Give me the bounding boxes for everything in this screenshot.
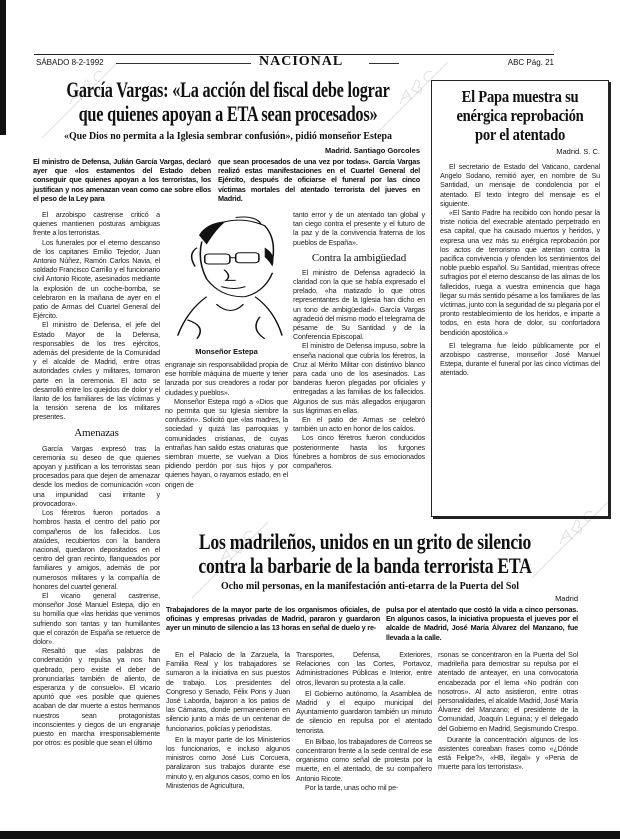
article-lede: Trabajadores de la mayor parte de los organismos oficiales, de oficinas y empresas privadas de Madrid, pararon y guardaron ayer un minuto de silencio a las 13 horas en señal de duelo y re-	[166, 605, 380, 633]
article-column	[33, 210, 160, 747]
portrait-illustration	[168, 210, 286, 345]
article-byline: Madrid	[555, 594, 578, 603]
paragraph: El arzobispo castrense criticó a quienes mantienen posturas ambiguas frente a los terroristas.	[33, 210, 160, 238]
paragraph: El ministro de Defensa agradeció la claridad con la que se había expresado el prelado, «ha matizado lo que otros representantes de la Iglesia han dicho en un tono de ambigüedad». García Vargas agradeció del mismo modo el telegrama de pésame de Su Santidad y de la Conferencia Episcopal.	[293, 267, 425, 342]
paragraph: «El Santo Padre ha recibido con hondo pesar la triste noticia del execrable atentado perpetrado en esa capital, que ha causado muertos y heridos, y expresa una vez más su enérgica reprobación por los actos de terrorismo que atentan contra la pacífica convivencia y ofenden los sentimientos del noble pueblo español. Su Santidad, mientras ofrece sufragios por el eterno descanso de las almas de los fallecidos, ruega a vuestra eminencia que haga llegar su más sentido pésame a los familiares de las víctimas, junto con la seguridad de su plegaria por el pronto restablecimiento de los heridos, e imparte a todos, en esta hora de dolor, su confortadora bendición apostólica.»	[440, 208, 601, 337]
headline-line: contra la barbarie de la banda terrorista ETA	[198, 553, 532, 578]
article-subtitle: Ocho mil personas, en la manifestación anti-etarra de la Puerta del Sol	[220, 580, 520, 592]
paragraph: Los féretros fueron portados a hombros hasta el centro del patio por compañeros de los fallecidos. Los ataúdes, recubiertos con la bandera nacional, quedaron depositados en el centro del gran recinto, flanqueados por familiares y amigos, además de por numerosos militares y la compañía de honores del cuartel general.	[33, 508, 160, 591]
paragraph: En Bilbao, los trabajadores de Correos se concentraron frente a la sede central de ese organismo como señal de protesta por la muerte, en el atentado, de su compañero Antonio Ricote.	[296, 736, 432, 783]
paragraph: El telegrama fue leído públicamente por el arzobispo castrense, monseñor José Manuel Estepa, durante el funeral por las cinco víctimas del atentado.	[440, 340, 600, 378]
headline-line: Los madrileños, unidos en un grito de silencio	[198, 529, 532, 554]
scan-bottom-edge	[0, 831, 620, 839]
article-lede: El ministro de Defensa, Julián García Vargas, declaró ayer que «los estamentos del Estado deben conseguir que quienes apoyan a los terroristas, los justifican y nos amenazan vean como cae sobre ellos el peso de la Ley para	[33, 157, 211, 203]
article-headline	[28, 78, 428, 126]
header-page: ABC Pág. 21	[507, 58, 554, 67]
paragraph: Resaltó que «las palabras de condenación y repulsa ya nos han quebrado, pero existe el deber de pronunciarlas también de aliento, de esperanza y de consuelo». El vicario apuntó que «es posible que quienes acaban de dar muerte a estos hermanos nuestros sean protagonistas inconscientes y ciegos de un engranaje puesto en marcha irresponsablemente por otros: es posible que sean el último	[33, 646, 160, 748]
paragraph: Los funerales por el eterno descanso de los capitanes Emilio Tejedor, Juan Antonio Núñez, Ramón Carlos Navia, el soldado Francisco Carrillo y el funcionario civil Antonio Ricote, asesinados mediante la explosión de un coche-bomba, se celebraron en la mañana de ayer en el patio de Armas del Cuartel General del Ejército.	[33, 237, 160, 321]
illustration-caption: Monseñor Estepa	[195, 347, 258, 356]
section-heading: Amenazas	[74, 426, 119, 439]
paragraph: rsonas se concentraron en la Puerta del Sol madrileña para demostrar su repulsa por el atentado de anteayer, en una convocatoria encabezada por el lema «No podrán con nosotros». Al acto asistieron, entre otras personalidades, el alcalde Madrid, José María Álvarez del Manzano; el presidente de la Comunidad, Joaquín Leguina; y el delegado del Gobierno en Madrid, Segismundo Crespo.	[438, 650, 578, 733]
paragraph: En el patio de Armas se celebró también un acto en honor de los caídos.	[293, 415, 425, 434]
header-rule	[116, 63, 251, 64]
paragraph: El Gobierno autónomo, la Asamblea de Madrid y el equipo municipal del Ayuntamiento guardaron también un minuto de silencio en repulsa por el atentado terrorista.	[296, 688, 432, 735]
paragraph: El vicario general castrense, monseñor José Manuel Estepa, dijo en su homilía que «las heridas que venimos sufriendo son tantas y tan humillantes que el corazón de España se retuerce de dolor».	[33, 590, 160, 646]
scan-edge	[0, 0, 6, 135]
article-byline: Madrid. Santiago Gorcoles	[324, 146, 420, 155]
article-column	[166, 650, 290, 790]
header-section: NACIONAL	[259, 54, 344, 69]
article-column	[296, 650, 432, 792]
paragraph: Durante la concentración algunos de los asistentes coreaban frases como «¿Dónde está Felipe?», «HB, ilegal» y «Pena de muerte para los terroristas».	[438, 734, 578, 772]
header-date: SÁBADO 8-2-1992	[36, 58, 104, 67]
section-heading: Contra la ambigüedad	[311, 251, 407, 264]
article-column	[438, 650, 578, 772]
paragraph: tanto error y de un atentado tan global y tan ciego contra el presente y el futuro de la paz y de la convivencia fraterna de los pueblos de España».	[293, 210, 425, 247]
paragraph: En el Palacio de la Zarzuela, la Familia Real y los trabajadores se sumaron a la iniciativa en sus puestos de trabajo. Los presidentes del Congreso y Senado, Félix Pons y Juan José Laborda, bajaron a los patios de las Cámaras, donde permanecieron en silencio junto a más de un centenar de funcionarios, policías y periodistas.	[166, 650, 290, 733]
paragraph: Por la tarde, unas ocho mil pe-	[305, 782, 399, 792]
sidebar-byline: Madrid. S. C.	[556, 147, 600, 156]
paragraph: engranaje sin responsabilidad propia de ese horrible máquina de muerte y tener lanzada por sus creadores a rodar por ciudades y pueblos».	[165, 360, 288, 397]
article-column	[293, 210, 425, 470]
paragraph: Los cinco féretros fueron conducidos posteriormente hasta los furgones fúnebres a hombros de sus emocionados compañeros.	[293, 433, 425, 471]
article-lede: pulsa por el atentado que costó la vida a cinco personas. En algunos casos, la iniciativa propuesta el jueves por el alcalde de Madrid, José María Álvarez del Manzano, fue llevada a la calle.	[386, 605, 578, 642]
paragraph: En la mayor parte de los Ministerios los funcionarios, e incluso algunos ministros como José Luis Corcuera, paralizaron sus trabajos durante ese minuto y, en algunos casos, como en los Ministerios de Agricultura,	[166, 734, 290, 790]
paragraph: Transportes, Defensa, Exteriores, Relaciones con las Cortes, Portavoz, Administraciones Públicas e Interior, entre otros, llevaron su protesta a la calle.	[296, 650, 432, 687]
header-rule	[369, 63, 399, 64]
paragraph: García Vargas expresó tras la ceremonia su deseo de que quienes apoyan y justifican a los terroristas sean procesados para que dejen de amenazar desde los medios de comunicación «con una impunidad casi irritante y provocadora».	[33, 443, 160, 508]
headline-line: que quienes apoyan a ETA sean procesados»	[78, 101, 378, 126]
page-header	[34, 54, 554, 71]
paragraph: Monseñor Estepa rogó a «Dios que no permita que su Iglesia siembre la confusión». Solicitó que «las madres, la sociedad y quizá las parroquias y comunidades cristianas, de cuyas entrañas han salido estas criaturas que siembran muerte, se vuelvan a Dios pidiendo perdón por sus hijos y por quienes hayan, o rayamos estado, en el origen de	[165, 396, 288, 489]
article-headline	[165, 530, 565, 578]
paragraph: El secretario de Estado del Vaticano, cardenal Angelo Sodano, remitió ayer, en nombre de Su Santidad, un mensaje de condolencia por el atentado. El texto íntegro del mensaje es el siguiente.	[440, 162, 600, 208]
sidebar-headline: El Papa muestra su enérgica reprobación por el atentado	[456, 87, 584, 144]
paragraph: El ministro de Defensa impuso, sobre la enseña nacional que cubría los féretros, la Cruz al Mérito Militar con distintivo blanco para cada uno de los asesinados. Las banderas fueron plegadas por oficiales y entregadas a las familias de los fallecidos. Algunos de sus más allegados enjugaron sus lágrimas en ellas.	[293, 341, 425, 415]
headline-line: García Vargas: «La acción del fiscal debe lograr	[66, 77, 390, 102]
sidebar-text	[440, 162, 600, 378]
article-subtitle: «Que Dios no permita a la Iglesia sembrar confusión», pidió monseñor Estepa	[63, 130, 392, 142]
sidebar-box	[431, 80, 609, 517]
paragraph: El ministro de Defensa, el jefe del Estado Mayor de la Defensa, responsables de los tres ejércitos, además del presidente de la Comunidad y el alcalde de Madrid, entre otras autoridades civiles y militares, tomaron parte en la ceremonia. El acto se desarrolló entre los quejidos de dolor y el llanto de los familiares de las víctimas y la tensión serena de los militares presentes.	[33, 320, 160, 422]
article-column	[165, 360, 288, 489]
article-lede: que sean procesados de una vez por todas». García Vargas realizó estas manifestaciones en el Cuartel General del Ejército, después de oficiarse el funeral por las cinco víctimas mortales del atentado terrorista del jueves en Madrid.	[218, 157, 420, 203]
